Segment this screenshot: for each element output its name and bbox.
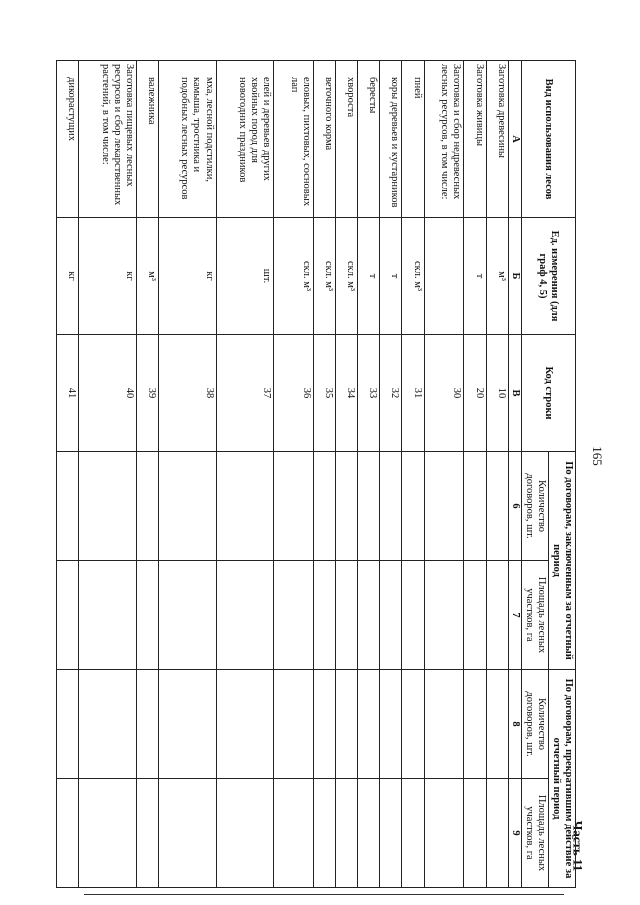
header-unit: Ед. измерения (для граф 4, 5) bbox=[521, 218, 575, 335]
header-usage: Вид использования лесов bbox=[521, 61, 575, 218]
row-unit: скл. м³ bbox=[274, 218, 314, 335]
row-name: Заготовка древесины bbox=[486, 61, 508, 218]
cell-empty bbox=[313, 779, 335, 888]
header-group-terminated: По договорам, прекратившим действие за отчетный период bbox=[548, 670, 575, 888]
row-name: мха, лесной подстилки, камыша, тростника и подобных лесных ресурсов bbox=[158, 61, 216, 218]
bottom-rule bbox=[84, 894, 564, 895]
row-name: Заготовка пищевых лесных ресурсов и сбор лекарственных растений, в том числе: bbox=[79, 61, 137, 218]
row-unit: кг bbox=[57, 218, 79, 335]
cell-empty bbox=[158, 452, 216, 561]
cell-empty bbox=[464, 561, 486, 670]
cell-empty bbox=[380, 670, 402, 779]
row-code: 34 bbox=[336, 335, 358, 452]
table-row bbox=[424, 61, 464, 888]
header-count-concluded: Количество договоров, шт. bbox=[521, 452, 548, 561]
row-name: еловых, пихтовых, сосновых лап bbox=[274, 61, 314, 218]
row-name: коры деревьев и кустарников bbox=[380, 61, 402, 218]
row-unit: м³ bbox=[486, 218, 508, 335]
cell-empty bbox=[57, 561, 79, 670]
cell-empty bbox=[336, 779, 358, 888]
cell-empty bbox=[158, 779, 216, 888]
table-row bbox=[79, 61, 137, 888]
cell-empty bbox=[216, 561, 274, 670]
rotated-table-container bbox=[56, 60, 576, 888]
row-code: 40 bbox=[79, 335, 137, 452]
row-name: Заготовка живицы bbox=[464, 61, 486, 218]
row-name: веточного корма bbox=[313, 61, 335, 218]
cell-empty bbox=[79, 561, 137, 670]
row-name: Заготовка и сбор недревесных лесных ресурсов, в том числе: bbox=[424, 61, 464, 218]
cell-empty bbox=[216, 452, 274, 561]
cell-empty bbox=[79, 452, 137, 561]
letter-cell: 6 bbox=[508, 452, 521, 561]
cell-empty bbox=[57, 779, 79, 888]
letter-cell: Б bbox=[508, 218, 521, 335]
table-row bbox=[380, 61, 402, 888]
cell-empty bbox=[402, 561, 424, 670]
cell-empty bbox=[136, 670, 158, 779]
cell-empty bbox=[216, 779, 274, 888]
row-unit: скл. м³ bbox=[313, 218, 335, 335]
row-unit: скл. м³ bbox=[402, 218, 424, 335]
cell-empty bbox=[158, 561, 216, 670]
table-frame bbox=[56, 60, 576, 888]
table-row bbox=[464, 61, 486, 888]
table-row bbox=[216, 61, 274, 888]
row-name: валежника bbox=[136, 61, 158, 218]
table-row bbox=[57, 61, 79, 888]
letter-cell: 7 bbox=[508, 561, 521, 670]
table-row bbox=[313, 61, 335, 888]
row-unit bbox=[424, 218, 464, 335]
cell-empty bbox=[336, 561, 358, 670]
row-unit: т bbox=[464, 218, 486, 335]
row-code: 39 bbox=[136, 335, 158, 452]
row-code: 35 bbox=[313, 335, 335, 452]
table-row bbox=[358, 61, 380, 888]
column-letters-row bbox=[508, 61, 521, 888]
table-row bbox=[402, 61, 424, 888]
header-row-1 bbox=[548, 61, 575, 888]
row-unit: кг bbox=[79, 218, 137, 335]
cell-empty bbox=[486, 670, 508, 779]
cell-empty bbox=[158, 670, 216, 779]
row-unit: шт. bbox=[216, 218, 274, 335]
row-name: бересты bbox=[358, 61, 380, 218]
cell-empty bbox=[274, 670, 314, 779]
cell-empty bbox=[402, 452, 424, 561]
row-code: 32 bbox=[380, 335, 402, 452]
table-row bbox=[136, 61, 158, 888]
cell-empty bbox=[274, 779, 314, 888]
row-unit: кг bbox=[158, 218, 216, 335]
letter-cell: А bbox=[508, 61, 521, 218]
cell-empty bbox=[464, 670, 486, 779]
cell-empty bbox=[424, 670, 464, 779]
cell-empty bbox=[358, 670, 380, 779]
cell-empty bbox=[358, 779, 380, 888]
header-code: Код строки bbox=[521, 335, 575, 452]
header-area-terminated: Площадь лесных участков, га bbox=[521, 779, 548, 888]
row-code: 31 bbox=[402, 335, 424, 452]
row-code: 10 bbox=[486, 335, 508, 452]
cell-empty bbox=[464, 452, 486, 561]
cell-empty bbox=[380, 779, 402, 888]
cell-empty bbox=[336, 670, 358, 779]
table-row bbox=[486, 61, 508, 888]
cell-empty bbox=[486, 452, 508, 561]
letter-cell: 9 bbox=[508, 779, 521, 888]
cell-empty bbox=[57, 670, 79, 779]
cell-empty bbox=[402, 779, 424, 888]
header-area-concluded: Площадь лесных участков, га bbox=[521, 561, 548, 670]
row-code: 41 bbox=[57, 335, 79, 452]
row-code: 30 bbox=[424, 335, 464, 452]
part-label: Часть 11 bbox=[570, 820, 586, 872]
cell-empty bbox=[57, 452, 79, 561]
row-code: 38 bbox=[158, 335, 216, 452]
cell-empty bbox=[313, 670, 335, 779]
cell-empty bbox=[464, 779, 486, 888]
letter-cell: В bbox=[508, 335, 521, 452]
table-row bbox=[274, 61, 314, 888]
cell-empty bbox=[79, 779, 137, 888]
cell-empty bbox=[336, 452, 358, 561]
cell-empty bbox=[274, 452, 314, 561]
letter-cell: 8 bbox=[508, 670, 521, 779]
cell-empty bbox=[136, 452, 158, 561]
cell-empty bbox=[380, 561, 402, 670]
cell-empty bbox=[313, 452, 335, 561]
row-unit: т bbox=[358, 218, 380, 335]
cell-empty bbox=[358, 452, 380, 561]
header-count-terminated: Количество договоров, шт. bbox=[521, 670, 548, 779]
cell-empty bbox=[424, 561, 464, 670]
cell-empty bbox=[136, 561, 158, 670]
table-row bbox=[158, 61, 216, 888]
cell-empty bbox=[79, 670, 137, 779]
row-name: дикорастущих bbox=[57, 61, 79, 218]
header-group-concluded: По договорам, заключенным за отчетный период bbox=[548, 452, 575, 670]
row-name: пней bbox=[402, 61, 424, 218]
row-code: 36 bbox=[274, 335, 314, 452]
row-code: 20 bbox=[464, 335, 486, 452]
row-code: 37 bbox=[216, 335, 274, 452]
cell-empty bbox=[380, 452, 402, 561]
cell-empty bbox=[402, 670, 424, 779]
cell-empty bbox=[424, 452, 464, 561]
row-name: хвороста bbox=[336, 61, 358, 218]
forest-usage-table bbox=[56, 60, 576, 888]
cell-empty bbox=[424, 779, 464, 888]
cell-empty bbox=[486, 779, 508, 888]
row-code: 33 bbox=[358, 335, 380, 452]
cell-empty bbox=[216, 670, 274, 779]
row-unit: м³ bbox=[136, 218, 158, 335]
cell-empty bbox=[486, 561, 508, 670]
page-number: 165 bbox=[589, 446, 605, 466]
cell-empty bbox=[274, 561, 314, 670]
cell-empty bbox=[358, 561, 380, 670]
table-row bbox=[336, 61, 358, 888]
cell-empty bbox=[136, 779, 158, 888]
cell-empty bbox=[313, 561, 335, 670]
row-unit: т bbox=[380, 218, 402, 335]
row-name: елей и деревьев других хвойных пород для новогодних праздников bbox=[216, 61, 274, 218]
row-unit: скл. м³ bbox=[336, 218, 358, 335]
